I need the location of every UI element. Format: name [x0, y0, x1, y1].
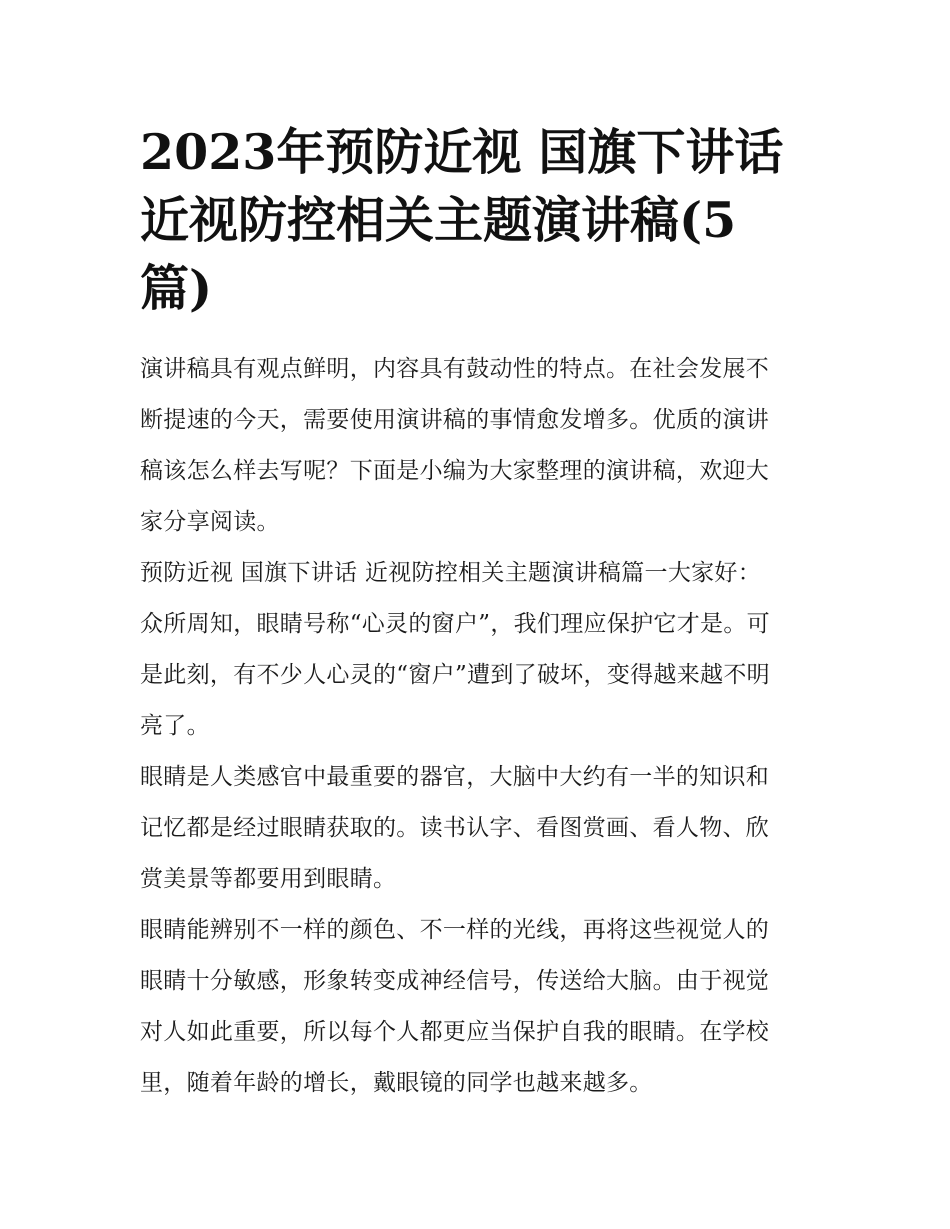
body-paragraph: [140, 905, 812, 1109]
title-line: 篇): [140, 259, 213, 317]
text-line: 家分享阅读。: [140, 509, 280, 535]
section-heading-paragraph: [140, 548, 812, 599]
title-line: 2023年预防近视 国旗下讲话: [140, 123, 784, 181]
text-line: 对人如此重要，所以每个人都更应当保护自我的眼睛。在学校: [140, 1019, 770, 1045]
text-line: 眼睛能辨别不一样的颜色、不一样的光线，再将这些视觉人的: [140, 917, 770, 943]
body-paragraph: [140, 599, 812, 752]
text-line: 赏美景等都要用到眼睛。: [140, 866, 397, 892]
text-line: 预防近视 国旗下讲话 近视防控相关主题演讲稿篇一大家好：: [140, 560, 762, 586]
document-content: [140, 118, 812, 1109]
text-line: 亮了。: [140, 713, 210, 739]
text-line: 是此刻，有不少人心灵的“窗户”遭到了破坏，变得越来越不明: [140, 662, 770, 688]
document-body: [140, 344, 812, 1109]
text-line: 断提速的今天，需要使用演讲稿的事情愈发增多。优质的演讲: [140, 407, 770, 433]
document-title: [140, 118, 812, 322]
body-paragraph: [140, 752, 812, 905]
text-line: 演讲稿具有观点鲜明，内容具有鼓动性的特点。在社会发展不: [140, 356, 770, 382]
text-line: 众所周知，眼睛号称“心灵的窗户”，我们理应保护它才是。可: [140, 611, 770, 637]
text-line: 记忆都是经过眼睛获取的。读书认字、看图赏画、看人物、欣: [140, 815, 770, 841]
text-line: 眼睛十分敏感，形象转变成神经信号，传送给大脑。由于视觉: [140, 968, 770, 994]
text-line: 眼睛是人类感官中最重要的器官，大脑中大约有一半的知识和: [140, 764, 770, 790]
text-line: 里，随着年龄的增长，戴眼镜的同学也越来越多。: [140, 1070, 653, 1096]
intro-paragraph: [140, 344, 812, 548]
text-line: 稿该怎么样去写呢？下面是小编为大家整理的演讲稿，欢迎大: [140, 458, 770, 484]
title-line: 近视防控相关主题演讲稿(5: [140, 191, 737, 249]
